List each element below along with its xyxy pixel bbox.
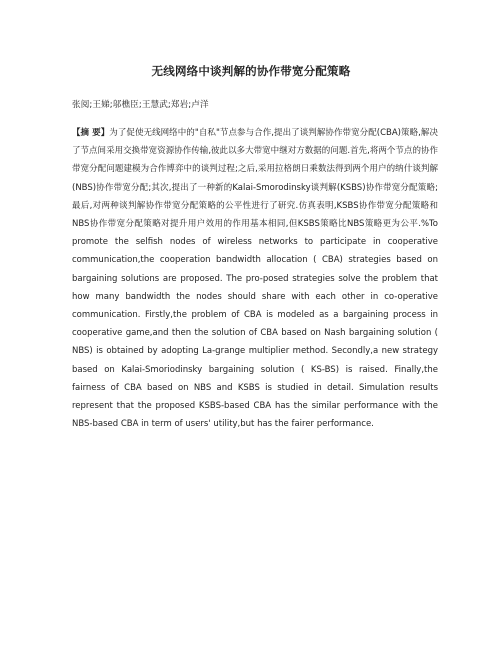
- paper-title: 无线网络中谈判解的协作带宽分配策略: [151, 64, 351, 78]
- abstract-paragraph: [72, 124, 438, 433]
- abstract-label: 【摘 要】: [72, 128, 110, 138]
- author-list: 张阅;王娣;邬樵臣;王慧武;郑岩;卢洋: [72, 100, 209, 110]
- abstract-text: 为了促使无线网络中的"自私"节点参与合作,提出了谈判解协作带宽分配(CBA)策略,解决了节点间采用交换带宽资源协作传输,彼此以多大带宽中继对方数据的问题.首先,将两个节点的协作带宽分配问题建模为合作博弈中的谈判过程;之后,采用拉格朗日乘数法得到两个用户的纳什谈判解(NBS)协作带宽分配;其次,提出了一种新的Kalai-Smorodinsky谈判解(KSBS)协作带宽分配策略;最后,对两种谈判解协作带宽分配策略的公平性进行了研究.仿真表明,KSBS协作带宽分配策略和NBS协作带宽分配策略对提升用户效用的作用基本相同,但KSBS策略比NBS策略更为公平.%To promote the selfish nodes of wireless networks to participate in cooperative communication,the cooperation bandwidth allocation ( CBA) strategies based on bargaining solutions are proposed. The pro-posed strategies solve the problem that how many bandwidth the nodes should share with each other in co-operative communication. Firstly,the problem of CBA is modeled as a bargaining process in cooperative game,and then the solution of CBA based on Nash bargaining solution ( NBS) is obtained by adopting La-grange multiplier method. Secondly,a new strategy based on Kalai-Smoriodinsky bargaining solution ( KS-BS) is raised. Finally,the fairness of CBA based on NBS and KSBS is studied in detail. Simulation results represent that the proposed KSBS-based CBA has the similar performance with the NBS-based CBA in term of users' utility,but has the fairer performance.: [72, 128, 438, 430]
